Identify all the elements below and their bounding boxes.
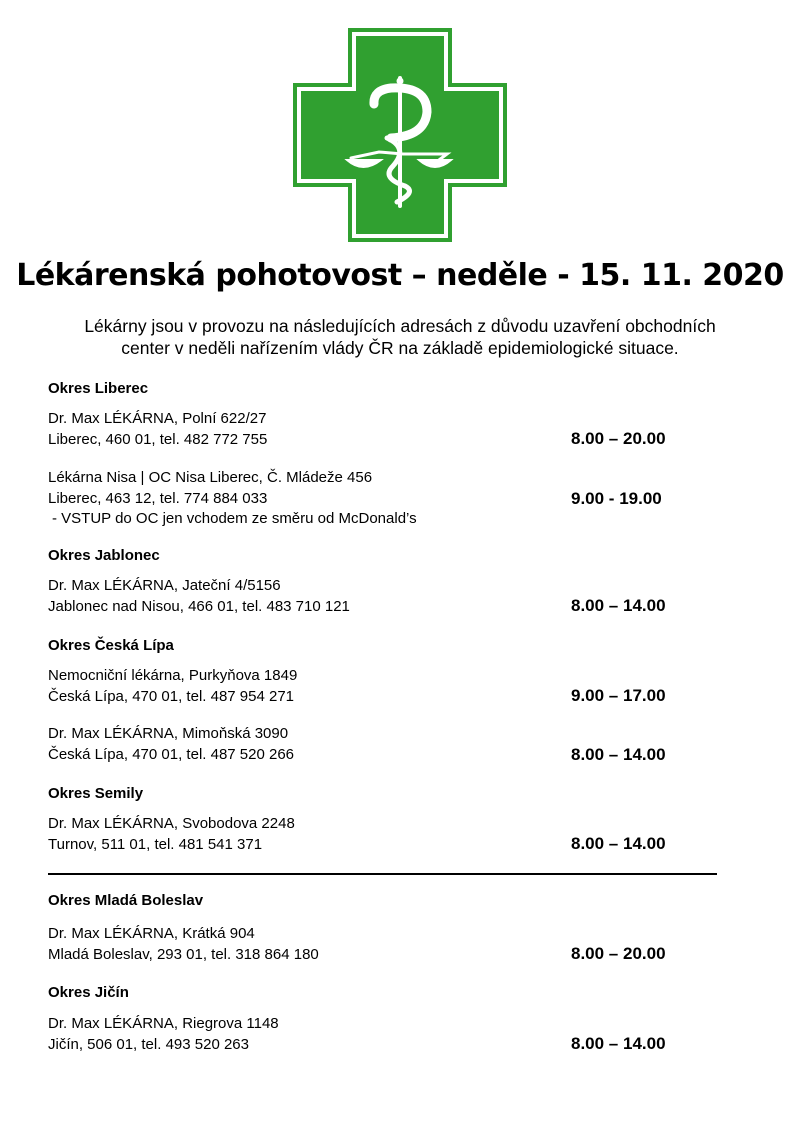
opening-hours: 8.00 – 14.00: [571, 596, 666, 615]
pharmacy-name: Nemocniční lékárna, Purkyňova 1849: [48, 667, 298, 684]
opening-hours: 8.00 – 14.00: [571, 745, 666, 764]
district-heading: Okres Jablonec: [48, 547, 160, 564]
opening-hours: 8.00 – 14.00: [571, 1034, 666, 1053]
pharmacy-name: Dr. Max LÉKÁRNA, Riegrova 1148: [48, 1015, 279, 1032]
intro-line-1: Lékárny jsou v provozu na následujících adresách z důvodu uzavření obchodních: [84, 316, 716, 336]
pharmacy-address: Liberec, 463 12, tel. 774 884 033: [48, 490, 268, 507]
pharmacy-name: Dr. Max LÉKÁRNA, Jateční 4/5156: [48, 577, 281, 594]
pharmacy-address: Česká Lípa, 470 01, tel. 487 954 271: [48, 688, 295, 705]
opening-hours: 8.00 – 20.00: [571, 429, 666, 448]
pharmacy-cross-logo: [291, 26, 509, 244]
pharmacy-name: Dr. Max LÉKÁRNA, Svobodova 2248: [48, 815, 295, 832]
opening-hours: 8.00 – 14.00: [571, 834, 666, 853]
pharmacy-address: Jablonec nad Nisou, 466 01, tel. 483 710 121: [48, 598, 350, 615]
pharmacy-name: Dr. Max LÉKÁRNA, Polní 622/27: [48, 410, 267, 427]
page-title: Lékárenská pohotovost – neděle - 15. 11. 2020: [16, 258, 784, 293]
pharmacy-name: Dr. Max LÉKÁRNA, Krátká 904: [48, 925, 255, 942]
district-heading: Okres Semily: [48, 785, 144, 802]
pharmacy-address: Liberec, 460 01, tel. 482 772 755: [48, 431, 268, 448]
district-heading: Okres Liberec: [48, 380, 149, 397]
intro-line-2: center v neděli nařízením vlády ČR na základě epidemiologické situace.: [121, 338, 679, 358]
pharmacy-address: Turnov, 511 01, tel. 481 541 371: [48, 836, 263, 853]
opening-hours: 9.00 – 17.00: [571, 686, 666, 705]
intro-text: [40, 315, 760, 359]
district-heading: Okres Jičín: [48, 984, 129, 1001]
opening-hours: 9.00 - 19.00: [571, 489, 662, 508]
pharmacy-address: Jičín, 506 01, tel. 493 520 263: [48, 1036, 249, 1053]
pharmacy-address: Česká Lípa, 470 01, tel. 487 520 266: [48, 746, 295, 763]
entrance-note: - VSTUP do OC jen vchodem ze směru od McDonald’s: [52, 510, 417, 527]
district-heading: Okres Česká Lípa: [48, 637, 174, 654]
opening-hours: 8.00 – 20.00: [571, 944, 666, 963]
pharmacy-name: Lékárna Nisa | OC Nisa Liberec, Č. Mládeže 456: [48, 469, 373, 486]
divider: [48, 873, 717, 875]
district-heading: Okres Mladá Boleslav: [48, 892, 204, 909]
pharmacy-address: Mladá Boleslav, 293 01, tel. 318 864 180: [48, 946, 319, 963]
pharmacy-name: Dr. Max LÉKÁRNA, Mimoňská 3090: [48, 725, 289, 742]
